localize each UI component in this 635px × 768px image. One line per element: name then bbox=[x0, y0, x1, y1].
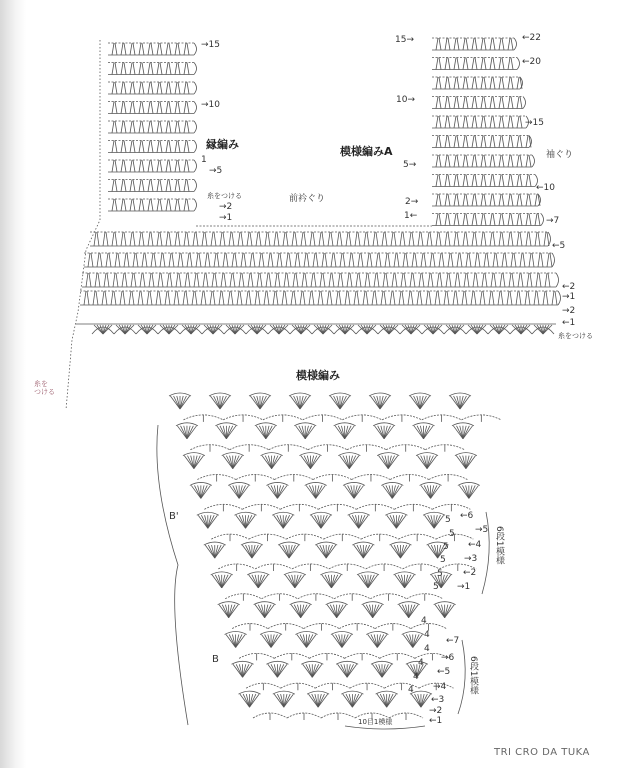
lower-inner-label: 4 bbox=[421, 616, 427, 626]
right-strap-inner-row-label: 2→ bbox=[405, 197, 419, 207]
lower-row-label: ←1 bbox=[429, 716, 443, 726]
repeat-rows-top-note: 6段1模様 bbox=[494, 526, 504, 565]
fan-row bbox=[183, 453, 477, 469]
lower-row-label: →4 bbox=[433, 682, 447, 692]
attach-yarn-inner-label: 糸をつける bbox=[207, 192, 242, 200]
lower-inner-label: 5 bbox=[443, 542, 449, 552]
lower-inner-label: 4 bbox=[413, 672, 419, 682]
lower-row-label: ←4 bbox=[468, 540, 482, 550]
lower-inner-label: 5 bbox=[433, 582, 439, 592]
right-strap-inner-row-label: 5→ bbox=[403, 160, 417, 170]
neckline-label: 前衿ぐり bbox=[289, 194, 326, 204]
upper-bodice-chart bbox=[66, 35, 561, 410]
left-strap-row-label: →1 bbox=[219, 213, 233, 223]
fan-row bbox=[176, 423, 474, 439]
left-strap-row-label: →10 bbox=[201, 100, 220, 110]
lower-row-label: →6 bbox=[441, 653, 455, 663]
right-strap-row-label: ←5 bbox=[552, 241, 566, 251]
lower-fan-chart bbox=[157, 393, 504, 729]
right-strap-row bbox=[432, 175, 538, 187]
lower-row-label: →5 bbox=[475, 525, 489, 535]
fan-row bbox=[197, 512, 445, 528]
fan-row bbox=[211, 569, 452, 588]
lower-row-label: →1 bbox=[457, 582, 471, 592]
fan-row bbox=[183, 415, 501, 422]
repeat-rows-bottom-note: 6段1模様 bbox=[468, 656, 478, 695]
body-row bbox=[90, 232, 551, 246]
right-strap-row bbox=[432, 194, 541, 206]
fan-row bbox=[232, 624, 446, 631]
lower-row-label: ←6 bbox=[460, 511, 474, 521]
left-strap-row bbox=[108, 121, 197, 133]
right-strap-row-label: ←20 bbox=[522, 57, 541, 67]
shell-edging bbox=[76, 324, 556, 334]
left-strap-row-label: →5 bbox=[209, 166, 223, 176]
left-strap-row bbox=[108, 199, 197, 211]
lower-inner-label: 5 bbox=[449, 529, 455, 539]
fan-row bbox=[225, 594, 443, 601]
side-brace-left bbox=[157, 425, 188, 725]
repeat-stitch-note: 10目1模様 bbox=[358, 718, 393, 726]
body-row bbox=[84, 253, 555, 267]
lower-row-label: ←7 bbox=[446, 636, 460, 646]
left-strap-row bbox=[108, 63, 197, 75]
left-strap-row-label: →2 bbox=[219, 202, 233, 212]
lower-inner-label: 5 bbox=[445, 515, 451, 525]
fan-row bbox=[197, 475, 467, 482]
right-strap-row-label: →15 bbox=[525, 118, 544, 128]
right-strap-row bbox=[432, 77, 523, 89]
left-strap-row bbox=[108, 82, 197, 94]
lower-inner-label: 4 bbox=[424, 630, 430, 640]
armhole-label: 袖ぐり bbox=[546, 150, 574, 160]
left-strap-row bbox=[108, 160, 197, 172]
stitch-repeat-brace bbox=[345, 726, 425, 729]
lower-row-label: →2 bbox=[429, 706, 443, 716]
fan-row bbox=[232, 658, 428, 677]
right-strap-inner-row-label: 1← bbox=[404, 211, 418, 221]
lower-inner-label: 5 bbox=[437, 569, 443, 579]
lower-row-label: →3 bbox=[464, 554, 478, 564]
right-strap-row-label: →7 bbox=[546, 216, 560, 226]
section-b-label: B bbox=[212, 654, 219, 665]
left-strap-row-label: 1 bbox=[201, 155, 207, 165]
fan-row bbox=[239, 691, 432, 707]
pattern-a-label: 模様編みA bbox=[340, 145, 393, 158]
right-strap-row-label: ←2 bbox=[562, 282, 576, 292]
right-strap-row-label: ←22 bbox=[522, 33, 541, 43]
fan-row bbox=[204, 542, 449, 558]
side-chain bbox=[66, 40, 100, 410]
left-strap-row bbox=[108, 141, 197, 153]
edging-label: 縁編み bbox=[206, 138, 239, 151]
fan-row bbox=[211, 534, 473, 541]
repeat-brace-bottom bbox=[458, 640, 465, 714]
right-strap-inner-row-label: 15→ bbox=[395, 35, 414, 45]
fan-row bbox=[253, 713, 423, 720]
right-strap-row bbox=[432, 97, 526, 109]
right-strap-row-label: ←1 bbox=[562, 318, 576, 328]
fan-row bbox=[169, 393, 471, 409]
left-strap-row bbox=[108, 102, 197, 114]
fan-row bbox=[190, 482, 480, 498]
fan-row bbox=[190, 445, 464, 452]
lower-inner-label: 5 bbox=[440, 555, 446, 565]
lower-inner-label: 4 bbox=[408, 685, 414, 695]
margin-note: 糸を つける bbox=[34, 380, 55, 397]
lower-row-label: ←3 bbox=[431, 695, 445, 705]
right-strap-row bbox=[432, 136, 532, 148]
right-strap-inner-row-label: 10→ bbox=[396, 95, 415, 105]
fan-row bbox=[246, 683, 453, 690]
right-strap-row-label: →2 bbox=[562, 306, 576, 316]
body-row bbox=[82, 273, 559, 287]
right-strap-row bbox=[432, 58, 520, 70]
section-b-prime-label: B' bbox=[169, 511, 179, 522]
watermark: TRI CRO DA TUKA bbox=[494, 747, 590, 758]
lower-row-label: ←2 bbox=[463, 568, 477, 578]
lower-row-label: ←5 bbox=[437, 667, 451, 677]
left-strap-row bbox=[108, 180, 197, 192]
right-strap-row bbox=[432, 214, 544, 226]
lower-inner-label: 4 bbox=[424, 644, 430, 654]
right-strap-row-label: →1 bbox=[562, 292, 576, 302]
attach-yarn-bottom-label: 糸をつける bbox=[558, 332, 593, 340]
right-strap-row-label: ←10 bbox=[536, 183, 555, 193]
right-strap-row bbox=[432, 116, 529, 128]
fan-row bbox=[225, 631, 424, 647]
left-strap-row-label: →15 bbox=[201, 40, 220, 50]
fan-row bbox=[218, 602, 456, 618]
body-row bbox=[80, 291, 561, 305]
left-strap-row bbox=[108, 43, 197, 55]
lower-chart-title: 模様編み bbox=[296, 369, 340, 382]
right-strap-row bbox=[432, 38, 517, 50]
fan-row bbox=[204, 504, 470, 511]
right-strap-row bbox=[432, 155, 535, 167]
lower-inner-label: 4 bbox=[418, 658, 424, 668]
